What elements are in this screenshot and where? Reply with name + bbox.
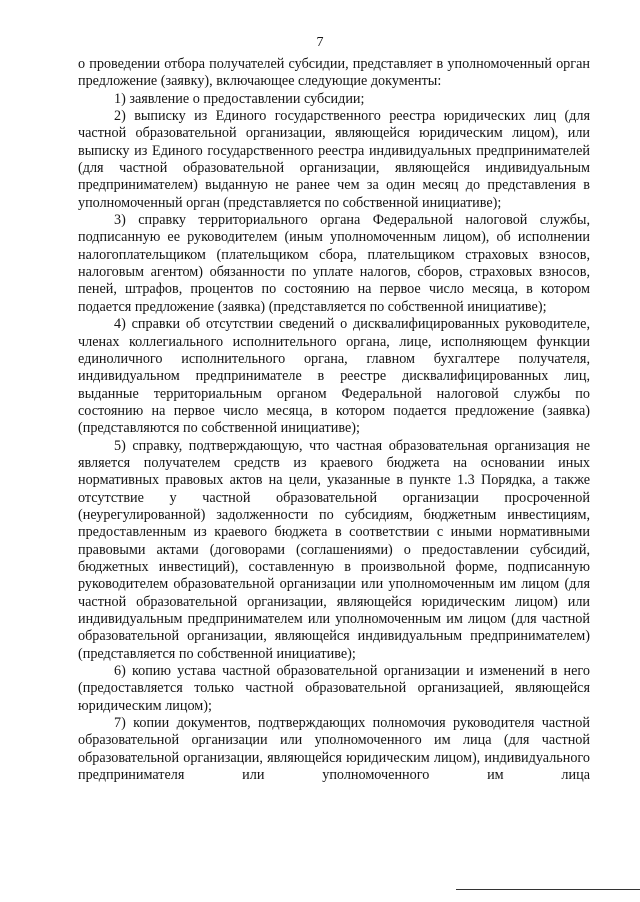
list-item-4: 4) справки об отсутствии сведений о дисквалифицированных руководителе, членах коллегиального исполнительного органа, лице, исполняющем функции единоличного исполнительного органа, главном бухгалтере получателя, индивидуальном предпринимателе в реестре дисквалифицированных лиц, выданные территориальным органом Федеральной налоговой службы по состоянию на первое число месяца, в котором подается предложение (заявка) (представляются по собственной инициативе); bbox=[78, 316, 590, 437]
paragraph-continuation: о проведении отбора получателей субсидии, представляет в уполномоченный орган предложение (заявку), включающее следующие документы: bbox=[78, 56, 590, 90]
document-body bbox=[78, 56, 590, 784]
list-item-1: 1) заявление о предоставлении субсидии; bbox=[114, 90, 365, 107]
page-number: 7 bbox=[316, 35, 324, 50]
list-item-2: 2) выписку из Единого государственного реестра юридических лиц (для частной образовательной организации, являющейся юридическим лицом), или выписку из Единого государственного реестра индивидуальных предпринимателей (для частной образовательной организации, являющейся индивидуальным предпринимателем) выданную не ранее чем за один месяц до представления в уполномоченный орган (представляется по собственной инициативе); bbox=[78, 108, 590, 211]
list-item-5: 5) справку, подтверждающую, что частная образовательная организация не является получателем средств из краевого бюджета на основании иных нормативных правовых актов на цели, указанные в пункте 1.3 Порядка, а также отсутствие у частной образовательной организации просроченной (неурегулированной) задолженности по субсидиям, бюджетным инвестициям, предоставленным из краевого бюджета в соответствии с иными нормативными правовыми актами (договорами (соглашениями) о предоставлении субсидий, бюджетных инвестиций), составленную в произвольной форме, подписанную руководителем образовательной организации или уполномоченным им лицом (для частной образовательной организации, являющейся юридическим лицом) или индивидуальным предпринимателем или уполномоченным им лицом (для частной образовательной организации, являющейся индивидуальным предпринимателем) (представляется по собственной инициативе); bbox=[78, 437, 590, 662]
footer-divider bbox=[456, 889, 640, 890]
list-item-6: 6) копию устава частной образовательной организации и изменений в него (предоставляется только частной образовательной организацией, являющейся юридическим лицом); bbox=[78, 663, 590, 714]
list-item-3: 3) справку территориального органа Федеральной налоговой службы, подписанную ее руководителем (иным уполномоченным лицом), об исполнении налогоплательщиком (плательщиком сбора, плательщиком страховых взносов, налоговым агентом) обязанности по уплате налогов, сборов, страховых взносов, пеней, штрафов, процентов по состоянию на первое число месяца, в котором подается предложение (заявка) (представляется по собственной инициативе); bbox=[78, 212, 590, 315]
list-item-7: 7) копии документов, подтверждающих полномочия руководителя частной образовательной организации или уполномоченного им лица (для частной образовательной организации, являющейся юридическим лицом), индивидуального предпринимателя или уполномоченного им лица bbox=[78, 715, 590, 784]
